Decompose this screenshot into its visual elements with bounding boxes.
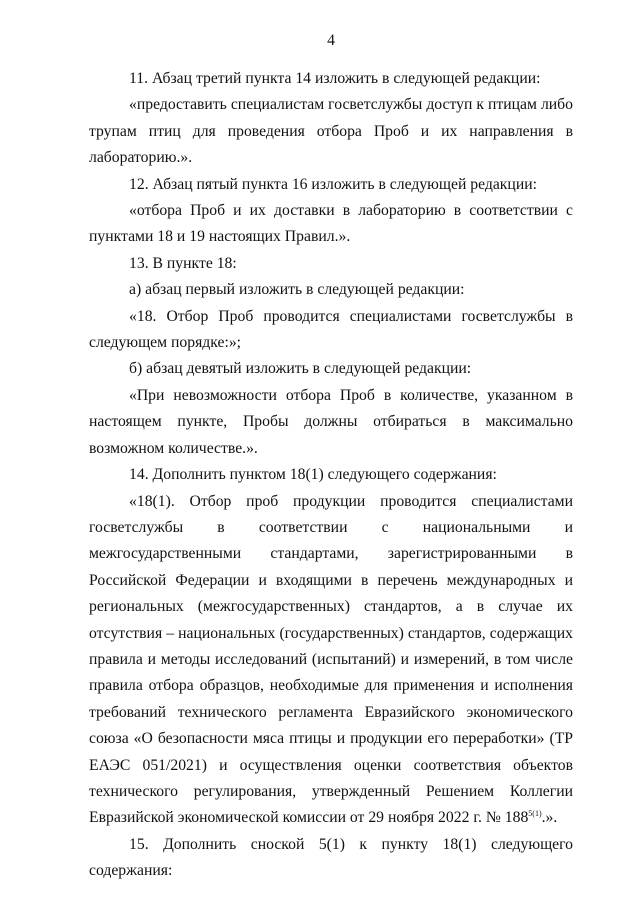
paragraph-14: 14. Дополнить пунктом 18(1) следующего содержания:: [129, 466, 497, 484]
paragraph-13-b: б) абзац девятый изложить в следующей редакции:: [129, 360, 472, 378]
footnote-marker: 5(1): [528, 809, 542, 819]
document-page: [89, 30, 573, 885]
paragraph-11: 11. Абзац третий пункта 14 изложить в следующей редакции:: [129, 70, 541, 87]
page-number: 4: [327, 32, 335, 49]
paragraph-13-b-text: «При невозможности отбора Проб в количестве, указанном в настоящем пункте, Пробы должны отбираться в максимально возможном количестве.».: [89, 386, 573, 457]
paragraph-14-ending: .».: [541, 809, 558, 827]
paragraph-12-text: «отбора Проб и их доставки в лабораторию в соответствии с пунктами 18 и 19 настоящих Правил.».: [89, 202, 573, 246]
paragraph-13-a: а) абзац первый изложить в следующей редакции:: [129, 281, 465, 299]
paragraph-15: 15. Дополнить сноской 5(1) к пункту 18(1) следующего содержания:: [89, 835, 573, 880]
paragraph-13: 13. В пункте 18:: [129, 254, 237, 272]
paragraph-14-body: «18(1). Отбор проб продукции проводится специалистами госветслужбы в соответствии с национальными и межгосударственными стандартами, зарегистрированными в Российской Федерации и входящими в перечень международных и региональных (межгосударственных) стандартов, а в случае их отсутствия – национальных (государственных) стандартов, содержащих правила и методы исследований (испытаний) и измерений, в том числе правила отбора образцов, необходимые для применения и исполнения требований технического регламента Евразийского экономического союза «О безопасности мяса птицы и продукции его переработки» (ТР ЕАЭС 051/2021) и осуществления оценки соответствия объектов технического регулирования, утвержденный Решением Коллегии Евразийской экономической комиссии от 29 ноября 2022 г. № 188: [89, 492, 573, 827]
paragraph-14-text: [89, 489, 573, 832]
paragraph-12: 12. Абзац пятый пункта 16 изложить в следующей редакции:: [129, 175, 537, 193]
paragraph-13-a-text: «18. Отбор Проб проводится специалистами госветслужбы в следующем порядке:»;: [89, 307, 573, 352]
paragraph-11-text: «предоставить специалистам госветслужбы доступ к птицам либо трупам птиц для проведения отбора Проб и их направления в лабораторию.».: [89, 96, 573, 167]
